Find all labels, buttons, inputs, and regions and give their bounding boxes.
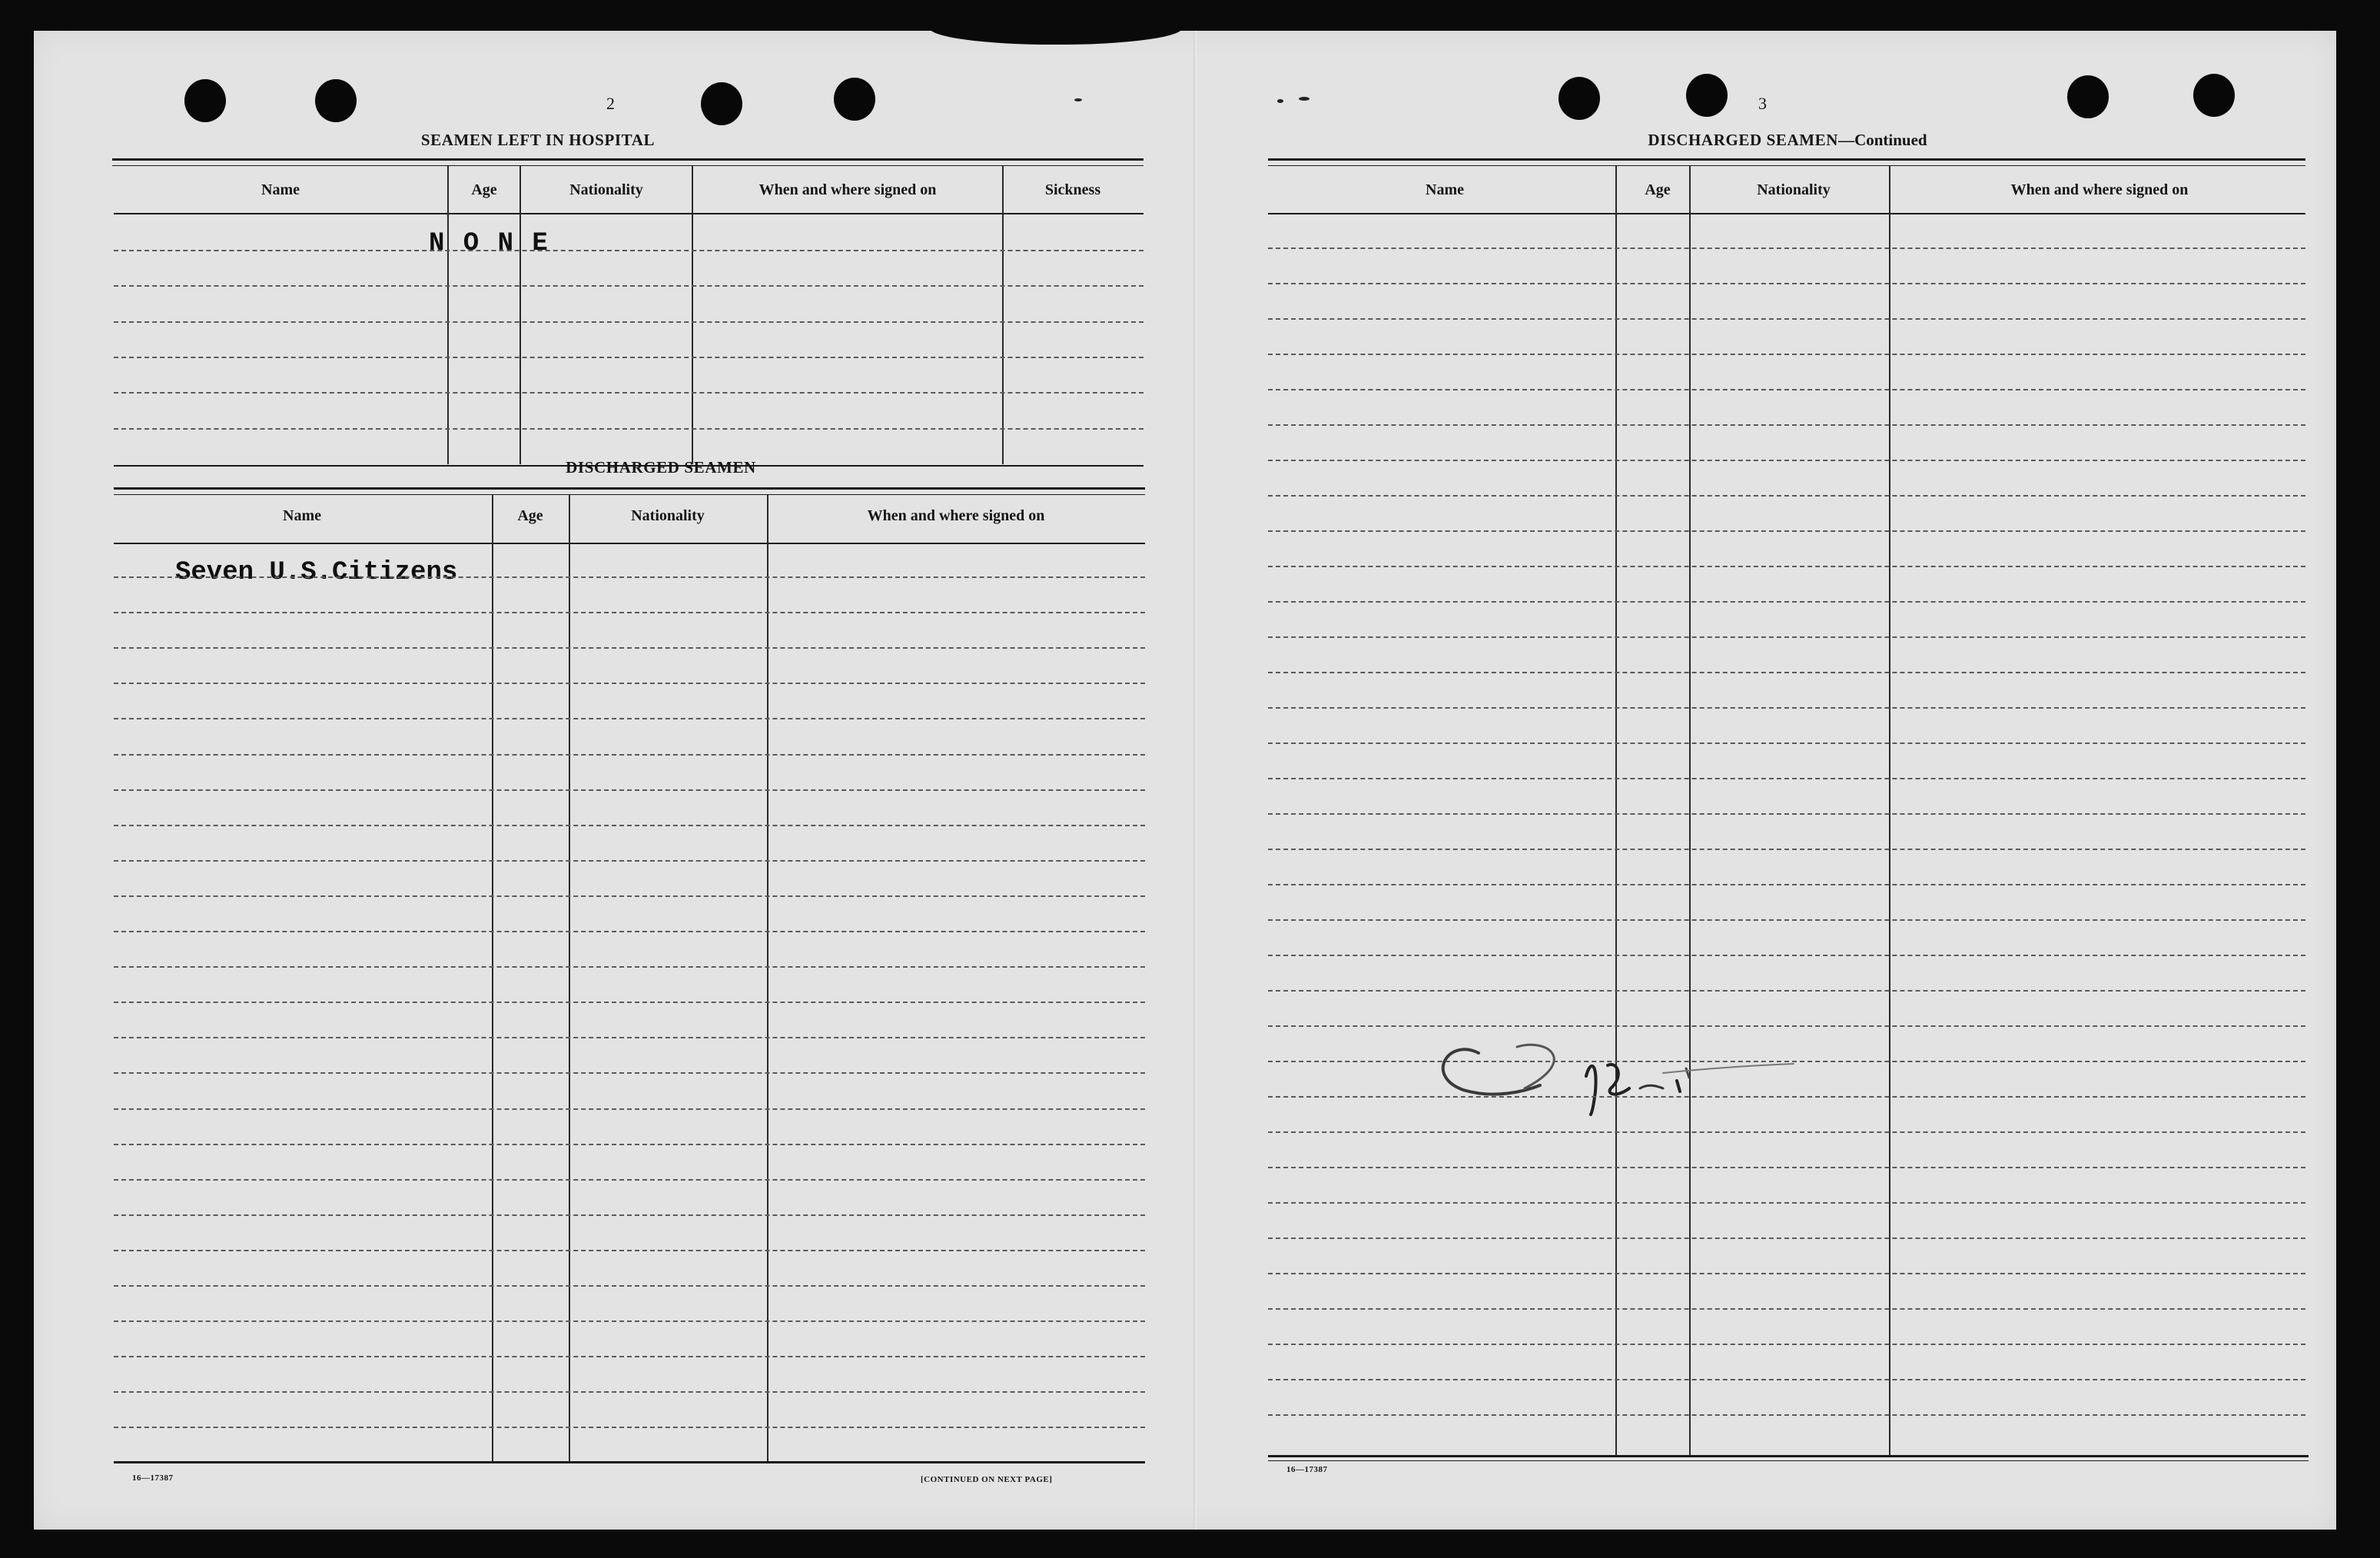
hospital-ruled-line (114, 250, 1144, 251)
right-col-age: Age (1645, 181, 1671, 198)
discharged-ruled-line (114, 1250, 1145, 1251)
right-ruled-line (1268, 283, 2305, 284)
right-header-rule (1268, 213, 2305, 214)
discharged-bottom-rule (114, 1461, 1145, 1463)
right-ruled-line (1268, 389, 2305, 390)
right-ruled-line (1268, 460, 2305, 461)
right-ruled-line (1268, 1379, 2305, 1380)
discharged-ruled-line (114, 1427, 1145, 1428)
discharged-col-name: Name (283, 507, 321, 524)
right-ruled-line (1268, 849, 2305, 850)
right-bottom-rule-thin (1268, 1460, 2309, 1461)
hospital-col-divider (692, 166, 693, 464)
discharged-ruled-line (114, 1037, 1145, 1038)
hospital-top-rule-thin (112, 165, 1144, 166)
discharged-ruled-line (114, 1179, 1145, 1181)
discharged-ruled-line (114, 931, 1145, 932)
discharged-ruled-line (114, 683, 1145, 684)
hospital-entry-none: N O N E (429, 229, 549, 258)
discharged-ruled-line (114, 1214, 1145, 1216)
page-number-left: 2 (606, 94, 615, 113)
discharged-ruled-line (114, 1072, 1145, 1074)
right-ruled-line (1268, 778, 2305, 779)
right-bottom-rule (1268, 1455, 2309, 1457)
hospital-col-age: Age (471, 181, 497, 198)
hospital-col-signed-on: When and where signed on (758, 181, 937, 198)
right-ruled-line (1268, 813, 2305, 815)
right-ruled-line (1268, 1025, 2305, 1027)
right-ruled-line (1268, 495, 2305, 497)
right-ruled-line (1268, 707, 2305, 709)
right-ruled-line (1268, 1202, 2305, 1204)
discharged-ruled-line (114, 1356, 1145, 1357)
page-fold (1193, 31, 1197, 1530)
right-ruled-line (1268, 672, 2305, 673)
right-ruled-line (1268, 247, 2305, 249)
discharged-ruled-line (114, 1002, 1145, 1003)
right-title-suffix: —Continued (1838, 131, 1927, 149)
discharged-ruled-line (114, 1144, 1145, 1145)
discharged-top-rule (114, 487, 1145, 490)
discharged-col-divider (569, 495, 570, 1462)
hospital-ruled-line (114, 392, 1144, 394)
right-ruled-line (1268, 1273, 2305, 1274)
right-title-main: DISCHARGED SEAMEN (1648, 131, 1839, 149)
right-ruled-line (1268, 919, 2305, 921)
right-ruled-line (1268, 742, 2305, 744)
discharged-top-rule-thin (114, 494, 1145, 495)
hospital-col-divider (447, 166, 449, 464)
right-col-divider (1689, 166, 1691, 1457)
right-top-rule-thin (1268, 165, 2305, 166)
discharged-ruled-line (114, 1320, 1145, 1322)
right-ruled-line (1268, 1131, 2305, 1133)
right-ruled-line (1268, 884, 2305, 885)
continued-note: [CONTINUED ON NEXT PAGE] (921, 1475, 1053, 1484)
punch-hole (2067, 75, 2109, 118)
right-ruled-line (1268, 990, 2305, 992)
discharged-header-rule (114, 543, 1145, 544)
hospital-col-name: Name (261, 181, 300, 198)
binding-notch (929, 26, 1183, 45)
discharged-col-age: Age (517, 507, 543, 524)
discharged-ruled-line (114, 647, 1145, 649)
discharged-col-signed-on: When and where signed on (867, 507, 1045, 524)
punch-hole (184, 79, 226, 122)
discharged-section-title: DISCHARGED SEAMEN (566, 458, 756, 477)
right-ruled-line (1268, 566, 2305, 567)
right-ruled-line (1268, 1308, 2305, 1310)
right-ruled-line (1268, 318, 2305, 320)
punch-hole (834, 78, 875, 121)
right-col-divider (1615, 166, 1617, 1457)
right-ruled-line (1268, 1237, 2305, 1239)
ink-speck (1299, 97, 1309, 101)
discharged-ruled-line (114, 1391, 1145, 1393)
discharged-col-divider (492, 495, 493, 1462)
discharged-col-nationality: Nationality (631, 507, 705, 524)
discharged-col-divider (767, 495, 768, 1462)
hospital-top-rule (112, 158, 1144, 161)
punch-hole (701, 82, 742, 125)
right-col-nationality: Nationality (1757, 181, 1831, 198)
form-number-left: 16—17387 (132, 1473, 174, 1483)
right-ruled-line (1268, 1167, 2305, 1168)
hospital-col-divider (1002, 166, 1004, 464)
hospital-ruled-line (114, 428, 1144, 430)
ink-speck (1074, 98, 1082, 101)
right-ruled-line (1268, 1414, 2305, 1416)
right-col-signed-on: When and where signed on (2010, 181, 2189, 198)
hospital-section-title: SEAMEN LEFT IN HOSPITAL (420, 131, 656, 149)
hospital-col-sickness: Sickness (1044, 181, 1101, 198)
right-ruled-line (1268, 636, 2305, 638)
right-ruled-line (1268, 530, 2305, 532)
form-number-right: 16—17387 (1286, 1465, 1328, 1474)
right-ruled-line (1268, 424, 2305, 426)
ink-speck (1277, 99, 1283, 103)
discharged-entry-name: Seven U.S.Citizens (175, 558, 458, 587)
right-ruled-line (1268, 955, 2305, 956)
right-ruled-line (1268, 1344, 2305, 1345)
discharged-ruled-line (114, 966, 1145, 968)
right-section-title (1495, 131, 2080, 150)
document-sheet (34, 31, 2336, 1530)
right-ruled-line (1268, 1061, 2305, 1062)
right-ruled-line (1268, 1096, 2305, 1098)
hospital-ruled-line (114, 321, 1144, 323)
right-top-rule (1268, 158, 2305, 161)
discharged-ruled-line (114, 576, 1145, 578)
handwritten-signature (1432, 1015, 1863, 1122)
discharged-ruled-line (114, 825, 1145, 826)
discharged-ruled-line (114, 612, 1145, 613)
hospital-col-divider (519, 166, 521, 464)
right-ruled-line (1268, 601, 2305, 603)
punch-hole (315, 79, 357, 122)
discharged-ruled-line (114, 789, 1145, 791)
hospital-header-rule (114, 213, 1144, 214)
hospital-ruled-line (114, 357, 1144, 358)
hospital-ruled-line (114, 285, 1144, 287)
discharged-ruled-line (114, 1285, 1145, 1287)
discharged-ruled-line (114, 754, 1145, 756)
discharged-ruled-line (114, 1108, 1145, 1110)
right-ruled-line (1268, 354, 2305, 355)
discharged-ruled-line (114, 895, 1145, 897)
punch-hole (2193, 74, 2235, 117)
right-col-divider (1889, 166, 1890, 1457)
discharged-ruled-line (114, 860, 1145, 862)
hospital-col-nationality: Nationality (569, 181, 643, 198)
right-col-name: Name (1426, 181, 1464, 198)
punch-hole (1558, 77, 1600, 120)
page-number-right: 3 (1758, 94, 1767, 113)
discharged-ruled-line (114, 718, 1145, 719)
punch-hole (1686, 74, 1728, 117)
